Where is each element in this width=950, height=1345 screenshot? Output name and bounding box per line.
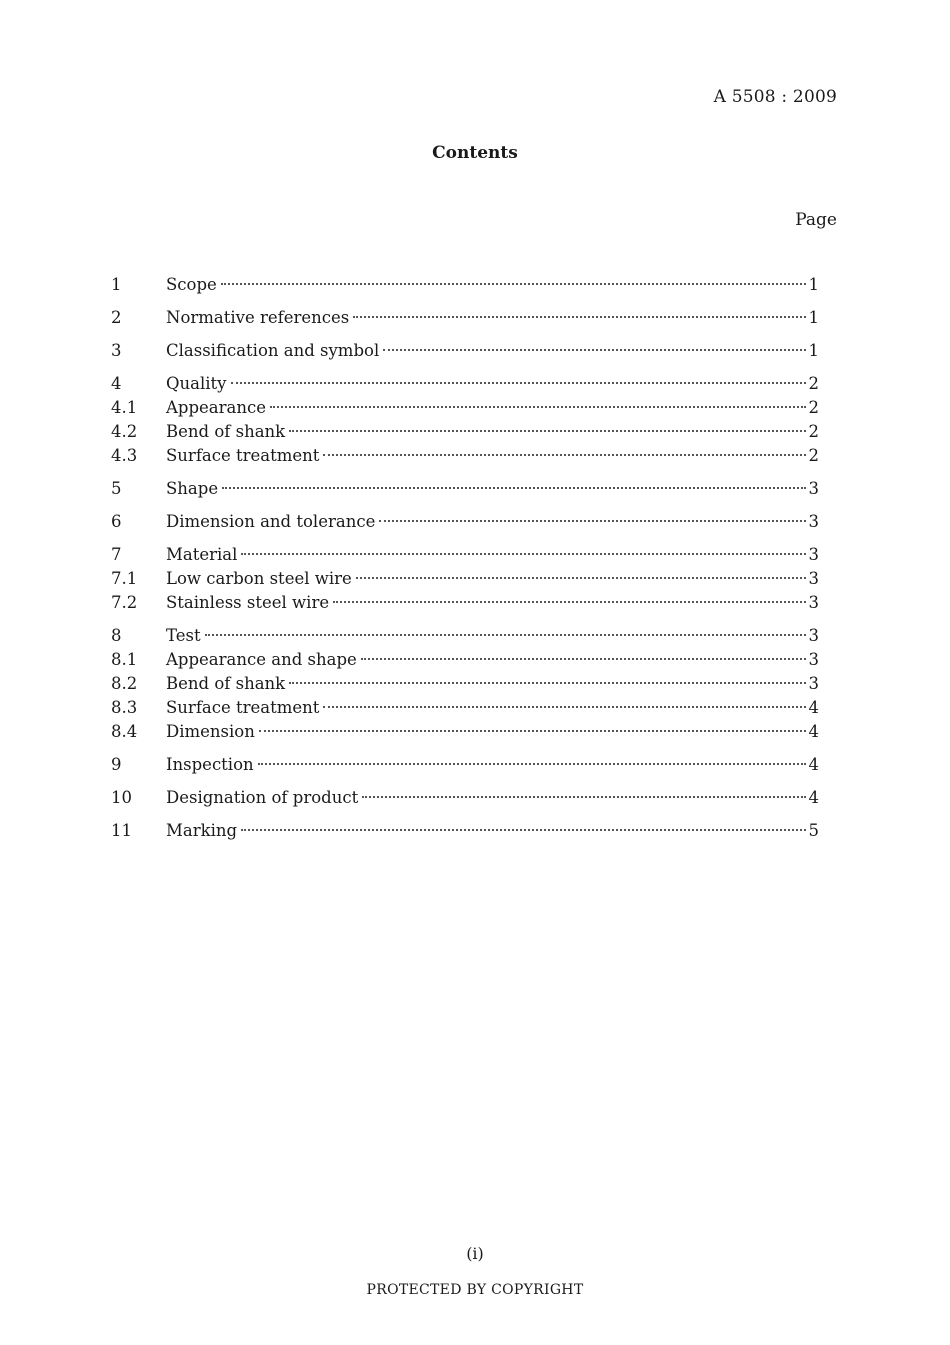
footer-page-number: (i) (466, 1244, 484, 1263)
toc-entry-label: Classification and symbol (166, 341, 380, 360)
toc-entry-label: Surface treatment (166, 698, 320, 717)
toc-entry-number: 8.1 (111, 650, 138, 669)
toc-entry-number: 4.2 (111, 422, 138, 441)
toc-entry-label: Stainless steel wire (166, 593, 330, 612)
toc-entry-number: 6 (111, 512, 122, 531)
toc-group (111, 372, 819, 468)
toc-entry[interactable] (111, 477, 819, 501)
toc-entry-label: Shape (166, 479, 219, 498)
toc-entry[interactable] (111, 591, 819, 615)
toc-entry-page: 2 (808, 374, 819, 393)
toc-group (111, 624, 819, 744)
toc-group (111, 753, 819, 777)
toc-entry-number: 11 (111, 821, 132, 840)
toc-entry-number: 4.1 (111, 398, 138, 417)
toc-entry-page: 3 (808, 674, 819, 693)
toc-group (111, 339, 819, 363)
toc-entry[interactable] (111, 819, 819, 843)
toc-entry[interactable] (111, 543, 819, 567)
toc-entry[interactable] (111, 273, 819, 297)
toc-entry[interactable] (111, 372, 819, 396)
page-title: Contents (432, 143, 518, 163)
dot-leader (333, 601, 805, 603)
toc-entry-number: 4 (111, 374, 122, 393)
document-id: A 5508 : 2009 (713, 87, 837, 107)
toc-entry-label: Appearance (166, 398, 266, 417)
toc-entry-number: 5 (111, 479, 122, 498)
toc-entry-page: 3 (808, 569, 819, 588)
toc-entry-number: 7.1 (111, 569, 138, 588)
dot-leader (361, 658, 806, 660)
toc-entry[interactable] (111, 339, 819, 363)
toc-entry-page: 3 (808, 479, 819, 498)
toc-entry-page: 3 (808, 545, 819, 564)
toc-entry-number: 8.2 (111, 674, 138, 693)
toc-entry-label: Test (166, 626, 201, 645)
toc-entry[interactable] (111, 444, 819, 468)
dot-leader (383, 349, 805, 351)
dot-leader (362, 796, 805, 798)
table-of-contents (111, 273, 819, 852)
toc-entry[interactable] (111, 786, 819, 810)
toc-entry-number: 7 (111, 545, 122, 564)
toc-entry-number: 4.3 (111, 446, 138, 465)
toc-entry[interactable] (111, 420, 819, 444)
toc-entry[interactable] (111, 720, 819, 744)
toc-entry[interactable] (111, 624, 819, 648)
toc-entry-page: 3 (808, 626, 819, 645)
toc-entry-number: 8 (111, 626, 122, 645)
toc-entry-label: Bend of shank (166, 422, 286, 441)
toc-entry-number: 10 (111, 788, 132, 807)
toc-entry-number: 9 (111, 755, 122, 774)
dot-leader (241, 553, 805, 555)
toc-group (111, 273, 819, 297)
toc-entry-number: 8.3 (111, 698, 138, 717)
toc-entry-page: 1 (808, 275, 819, 294)
toc-entry-page: 4 (808, 788, 819, 807)
toc-entry-page: 2 (808, 398, 819, 417)
toc-entry-label: Inspection (166, 755, 254, 774)
toc-entry-page: 3 (808, 512, 819, 531)
dot-leader (205, 634, 806, 636)
toc-entry[interactable] (111, 696, 819, 720)
toc-entry[interactable] (111, 753, 819, 777)
toc-group (111, 477, 819, 501)
toc-entry-label: Dimension and tolerance (166, 512, 376, 531)
dot-leader (323, 706, 805, 708)
dot-leader (289, 430, 805, 432)
toc-entry-number: 1 (111, 275, 122, 294)
footer-copyright: PROTECTED BY COPYRIGHT (366, 1282, 584, 1298)
toc-entry[interactable] (111, 567, 819, 591)
toc-entry-page: 4 (808, 755, 819, 774)
toc-group (111, 786, 819, 810)
dot-leader (241, 829, 805, 831)
dot-leader (221, 283, 806, 285)
toc-group (111, 543, 819, 615)
toc-group (111, 819, 819, 843)
toc-entry-page: 2 (808, 446, 819, 465)
toc-entry-label: Scope (166, 275, 217, 294)
toc-entry[interactable] (111, 396, 819, 420)
toc-entry-page: 2 (808, 422, 819, 441)
toc-entry-page: 3 (808, 593, 819, 612)
toc-entry[interactable] (111, 648, 819, 672)
toc-entry-label: Bend of shank (166, 674, 286, 693)
toc-entry-label: Surface treatment (166, 446, 320, 465)
toc-entry[interactable] (111, 306, 819, 330)
toc-entry-label: Low carbon steel wire (166, 569, 352, 588)
toc-entry-page: 1 (808, 341, 819, 360)
page-column-header: Page (795, 210, 837, 230)
dot-leader (222, 487, 805, 489)
toc-entry-number: 7.2 (111, 593, 138, 612)
dot-leader (323, 454, 805, 456)
toc-entry-label: Marking (166, 821, 238, 840)
toc-entry[interactable] (111, 510, 819, 534)
toc-entry-number: 3 (111, 341, 122, 360)
dot-leader (258, 763, 806, 765)
dot-leader (231, 382, 806, 384)
toc-entry-page: 1 (808, 308, 819, 327)
dot-leader (270, 406, 806, 408)
toc-entry-label: Normative references (166, 308, 350, 327)
toc-entry-label: Dimension (166, 722, 255, 741)
toc-entry-label: Material (166, 545, 238, 564)
toc-entry[interactable] (111, 672, 819, 696)
toc-entry-page: 3 (808, 650, 819, 669)
toc-entry-label: Quality (166, 374, 227, 393)
toc-group (111, 510, 819, 534)
toc-entry-page: 4 (808, 722, 819, 741)
dot-leader (379, 520, 805, 522)
dot-leader (356, 577, 806, 579)
toc-entry-label: Appearance and shape (166, 650, 357, 669)
toc-entry-number: 8.4 (111, 722, 138, 741)
dot-leader (289, 682, 805, 684)
toc-entry-number: 2 (111, 308, 122, 327)
toc-entry-label: Designation of product (166, 788, 359, 807)
dot-leader (353, 316, 805, 318)
toc-group (111, 306, 819, 330)
dot-leader (259, 730, 806, 732)
toc-entry-page: 5 (808, 821, 819, 840)
toc-entry-page: 4 (808, 698, 819, 717)
